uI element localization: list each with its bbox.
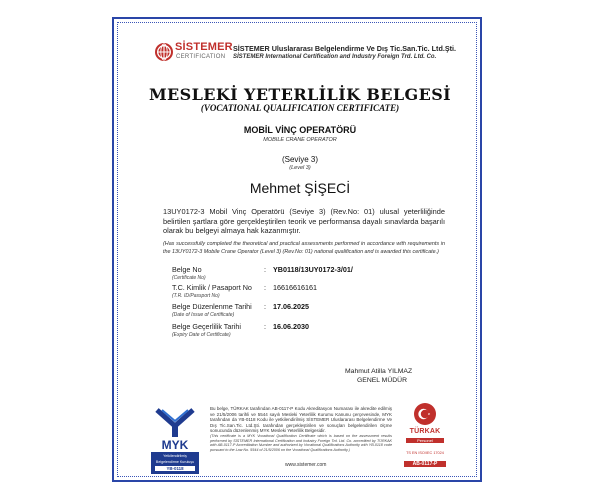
field-value: 16616616161 xyxy=(273,283,317,292)
myk-registration: YB-0118 xyxy=(155,466,195,471)
field-value: 17.06.2025 xyxy=(273,302,309,311)
field-colon: : xyxy=(264,265,266,274)
sistemer-globe-icon xyxy=(154,42,174,62)
sistemer-logo xyxy=(154,40,233,66)
issuer-name-en: SİSTEMER International Certification and Industry Foreign Trd. Ltd. Co. xyxy=(233,54,437,60)
myk-line2: Belgelendirme Kuruluşu xyxy=(155,460,195,464)
field-label-en: (Date of Issue of Certificate) xyxy=(172,312,235,318)
field-label: Belge No xyxy=(172,265,202,274)
field-colon: : xyxy=(264,322,266,331)
field-label: Belge Düzenlenme Tarihi xyxy=(172,302,252,311)
turkak-logo xyxy=(400,401,450,472)
field-value: 16.06.2030 xyxy=(273,322,309,331)
qualification-name: MOBİL VİNÇ OPERATÖRÜ xyxy=(243,125,357,135)
certificate-subtitle: (VOCATIONAL QUALIFICATION CERTIFICATE) xyxy=(200,103,400,113)
myk-emblem-icon xyxy=(151,406,199,452)
certificate-title: MESLEKİ YETERLİLİK BELGESİ xyxy=(148,85,452,104)
statement-en: (Has successfully completed the theoretical and practical assessments performed in accordance with requirements in the 13UY0172-3 Mobile Crane Operator (Level 3) (Rev.No: 01) national qualification and is awarded this certificate.) xyxy=(163,241,445,255)
footer-text-en: (This certificate is a MYK Vocational Qualification Certificate which is based on the assessment results performed by SİSTEMER International Certification and Industry Foreign Trd. Ltd. Co. accredited by TÜRKAK with AB-0117-P Accreditation Number and authorized by Vocational Qualifications Authority with YB-0118 code pursuant to the Law No. 5544 of 21/5/2006 on the Vocational Qualifications Authority.) xyxy=(210,434,392,452)
qualification-name-en: MOBILE CRANE OPERATOR xyxy=(263,137,337,143)
field-label: Belge Geçerlilik Tarihi xyxy=(172,322,241,331)
qualification-level: (Seviye 3) xyxy=(281,155,318,164)
myk-line1: Yetkilendirilmiş xyxy=(163,454,187,458)
statement-tr: 13UY0172-3 Mobil Vinç Operatörü (Seviye 3) (Rev.No: 01) ulusal yeterliliğinde belirtilen şartlara göre gerçekleştirilen teorik ve performansa dayalı sınavlarda başarılı olarak bu belgeyi almaya hak kazanmıştır. xyxy=(163,207,445,236)
field-value: YB0118/13UY0172-3/01/ xyxy=(273,265,353,274)
myk-logo xyxy=(151,406,199,474)
website-link[interactable]: www.sistemer.com xyxy=(285,462,327,468)
field-label-en: (T.R. ID/Passport No) xyxy=(172,293,220,299)
myk-brand: MYK xyxy=(161,438,189,452)
field-colon: : xyxy=(264,302,266,311)
signatory-name: Mahmut Atilla YILMAZ xyxy=(345,368,413,375)
field-label: T.C. Kimlik / Pasaport No xyxy=(172,283,252,292)
turkak-brand: TÜRKAK xyxy=(409,428,441,435)
field-label-en: (Certificate No) xyxy=(172,275,206,281)
field-colon: : xyxy=(264,283,266,292)
qualification-level-en: (Level 3) xyxy=(289,165,311,171)
turkak-registration: AB-0117-P xyxy=(404,461,446,467)
issuer-name-tr: SİSTEMER Uluslararası Belgelendirme Ve Dış Tic.San.Tic. Ltd.Şti. xyxy=(233,44,457,53)
holder-name: Mehmet ŞİŞECİ xyxy=(249,180,351,196)
field-label-en: (Expiry Date of Certificate) xyxy=(172,332,231,338)
footer-text-tr: Bu belge, TÜRKAK tarafından AB-0117-P Kodu Akreditasyon Numarası ile akredite edilmiş ve 21/5/2006 tarihli ve 5544 sayılı Mesleki Yeterlilik Kurumu Kanunu çerçevesinde, MYK tarafından da YB-0118 Kodu ile yetkilendirilmiş SİSTEMER Uluslararası Belgelendirme Ve Dış Tic.San.Tic. Ltd.Şti. tarafından gerçekleştirilen ve sonuçları belgelendirilen ölçme sonucunda düzenlenmiş MYK Mesleki Yeterlilik Belgesidir. xyxy=(210,406,392,434)
logo-subtitle: CERTIFICATION xyxy=(176,54,226,60)
turkak-standard: TS EN ISO/IEC 17024 xyxy=(406,451,444,455)
turkak-label: Personel xyxy=(406,438,444,443)
signatory-title: GENEL MÜDÜR xyxy=(357,377,407,384)
logo-name: SİSTEMER xyxy=(175,41,233,53)
turkak-emblem-icon xyxy=(413,402,437,426)
